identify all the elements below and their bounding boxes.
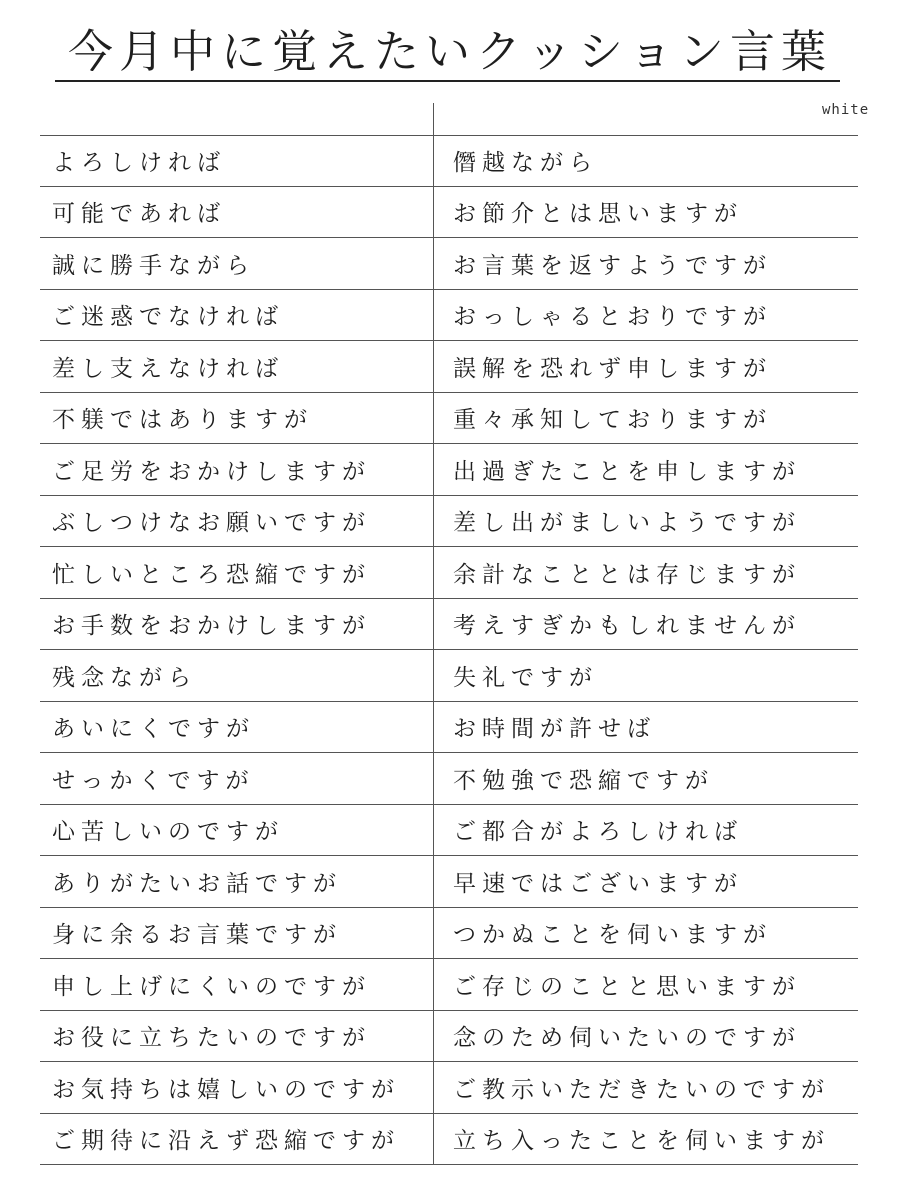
table-row — [40, 135, 858, 187]
table-row — [40, 650, 858, 702]
phrase-right: 早速ではございますが — [453, 870, 743, 897]
table-row — [40, 805, 858, 857]
phrase-right: お節介とは思いますが — [453, 201, 743, 228]
phrase-right: 念のため伺いたいのですが — [453, 1025, 801, 1052]
phrase-left: よろしければ — [52, 150, 226, 177]
table-row — [40, 341, 858, 393]
phrase-right: ご都合がよろしければ — [453, 819, 743, 846]
table-row — [40, 496, 858, 548]
phrase-right: つかぬことを伺いますが — [453, 922, 772, 949]
phrase-left: ご足労をおかけしますが — [52, 458, 371, 485]
phrase-left: 残念ながら — [52, 664, 197, 691]
phrase-right: 僭越ながら — [453, 150, 598, 177]
phrase-left: 可能であれば — [52, 201, 226, 228]
phrase-right: おっしゃるとおりですが — [453, 304, 772, 331]
phrase-right: 失礼ですが — [453, 664, 598, 691]
table-row — [40, 547, 858, 599]
phrase-right: 余計なこととは存じますが — [453, 561, 801, 588]
phrase-right: 差し出がましいようですが — [453, 510, 801, 537]
table-row — [40, 393, 858, 445]
phrase-left: 心苦しいのですが — [52, 819, 284, 846]
phrase-right: 出過ぎたことを申しますが — [453, 458, 801, 485]
table-row — [40, 753, 858, 805]
phrase-left: 誠に勝手ながら — [52, 252, 255, 279]
phrase-left: ぶしつけなお願いですが — [52, 510, 371, 537]
phrase-left: ご期待に沿えず恐縮ですが — [52, 1128, 400, 1155]
phrase-right: ご存じのことと思いますが — [453, 973, 801, 1000]
phrase-left: 申し上げにくいのですが — [52, 973, 371, 1000]
page-title: 今月中に覚えたいクッション言葉 — [67, 25, 833, 78]
table-row — [40, 908, 858, 960]
table-row — [40, 1011, 858, 1063]
phrase-left: ご迷惑でなければ — [52, 304, 284, 331]
phrase-right: お時間が許せば — [453, 716, 656, 743]
phrase-right: 考えすぎかもしれませんが — [453, 613, 801, 640]
phrase-right: お言葉を返すようですが — [453, 252, 772, 279]
title-underline — [55, 80, 840, 82]
phrase-left: お役に立ちたいのですが — [52, 1025, 371, 1052]
phrase-right: 重々承知しておりますが — [453, 407, 772, 434]
phrase-right: 立ち入ったことを伺いますが — [453, 1128, 830, 1155]
table-row — [40, 702, 858, 754]
table-row — [40, 1062, 858, 1114]
phrase-left: お気持ちは嬉しいのですが — [52, 1076, 400, 1103]
phrase-left: あいにくですが — [52, 716, 255, 743]
table-row — [40, 599, 858, 651]
phrase-left: 差し支えなければ — [52, 355, 284, 382]
phrase-right: 誤解を恐れず申しますが — [453, 355, 772, 382]
table-row — [40, 856, 858, 908]
table-row — [40, 187, 858, 239]
phrase-left: ありがたいお話ですが — [52, 870, 342, 897]
table-row — [40, 959, 858, 1011]
author-signature: white — [822, 102, 870, 118]
phrase-left: せっかくですが — [52, 767, 255, 794]
phrase-left: お手数をおかけしますが — [52, 613, 371, 640]
table-row — [40, 290, 858, 342]
phrase-left: 不躾ではありますが — [52, 407, 313, 434]
table-row — [40, 1114, 858, 1166]
phrase-left: 身に余るお言葉ですが — [52, 922, 342, 949]
table-row — [40, 238, 858, 290]
phrase-right: ご教示いただきたいのですが — [453, 1076, 830, 1103]
table-row — [40, 444, 858, 496]
phrase-right: 不勉強で恐縮ですが — [453, 767, 714, 794]
phrase-table — [40, 135, 858, 1165]
phrase-left: 忙しいところ恐縮ですが — [52, 561, 371, 588]
